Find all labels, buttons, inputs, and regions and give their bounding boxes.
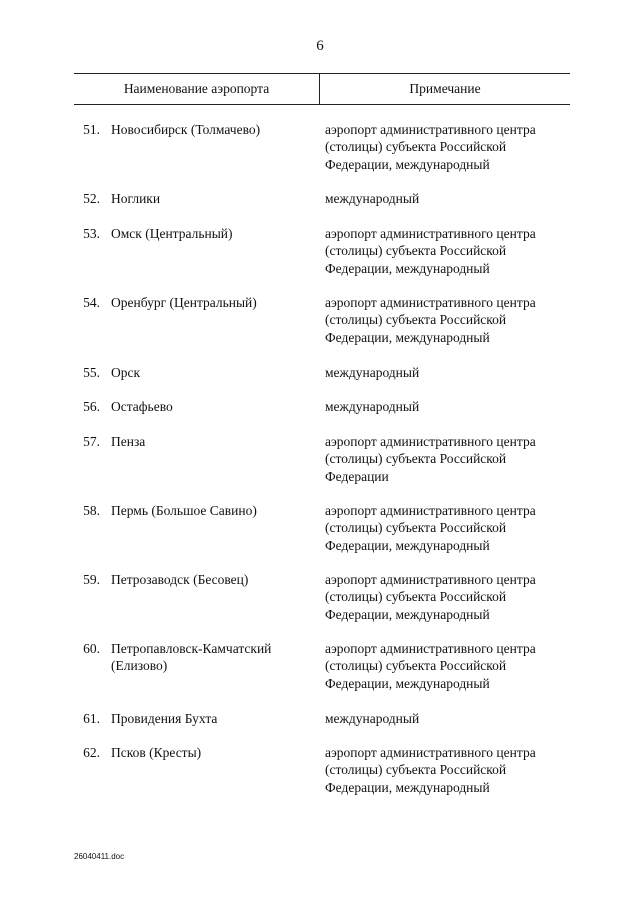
airport-note: аэропорт административного центра (столицы) субъекта Российской Федерации, международный bbox=[325, 745, 536, 795]
airport-note: аэропорт административного центра (столицы) субъекта Российской Федерации, международный bbox=[325, 295, 536, 345]
airport-note: международный bbox=[325, 191, 420, 206]
row-number: 57. bbox=[83, 434, 100, 449]
airport-name: Петропавловск-Камчатский (Елизово) bbox=[111, 641, 272, 674]
page-number: 6 bbox=[316, 38, 324, 54]
row-number: 58. bbox=[83, 503, 100, 518]
airport-note: аэропорт административного центра (столицы) субъекта Российской Федерации, международный bbox=[325, 226, 536, 276]
document-filename: 26040411.doc bbox=[74, 852, 125, 861]
airport-note: аэропорт административного центра (столицы) субъекта Российской Федерации, международный bbox=[325, 641, 536, 691]
row-number: 55. bbox=[83, 365, 100, 380]
airport-name: Псков (Кресты) bbox=[111, 745, 202, 760]
row-number: 61. bbox=[83, 711, 100, 726]
airport-note: аэропорт административного центра (столицы) субъекта Российской Федерации, международный bbox=[325, 122, 536, 172]
column-header-note: Примечание bbox=[409, 81, 481, 96]
airport-name: Ноглики bbox=[111, 191, 161, 206]
airport-note: международный bbox=[325, 711, 420, 726]
airport-name: Пермь (Большое Савино) bbox=[111, 503, 257, 518]
row-number: 56. bbox=[83, 399, 100, 414]
airport-name: Остафьево bbox=[111, 399, 173, 414]
row-number: 54. bbox=[83, 295, 100, 310]
airport-name: Орск bbox=[111, 365, 141, 380]
row-number: 51. bbox=[83, 122, 100, 137]
airport-name: Провидения Бухта bbox=[111, 711, 218, 726]
airport-name: Пенза bbox=[111, 434, 146, 449]
airport-name: Новосибирск (Толмачево) bbox=[111, 122, 261, 137]
table-header bbox=[74, 73, 570, 105]
row-number: 53. bbox=[83, 226, 100, 241]
column-header-airport-name: Наименование аэропорта bbox=[123, 81, 270, 96]
airport-note: аэропорт административного центра (столицы) субъекта Российской Федерации, международный bbox=[325, 503, 536, 553]
row-number: 60. bbox=[83, 641, 100, 656]
airport-note: аэропорт административного центра (столицы) субъекта Российской Федерации bbox=[325, 434, 536, 484]
airport-name: Омск (Центральный) bbox=[111, 226, 233, 241]
airport-note: международный bbox=[325, 365, 420, 380]
airport-name: Петрозаводск (Бесовец) bbox=[111, 572, 249, 587]
row-number: 52. bbox=[83, 191, 100, 206]
airport-note: международный bbox=[325, 399, 420, 414]
airport-name: Оренбург (Центральный) bbox=[111, 295, 257, 310]
row-number: 62. bbox=[83, 745, 100, 760]
row-number: 59. bbox=[83, 572, 100, 587]
airport-note: аэропорт административного центра (столицы) субъекта Российской Федерации, международный bbox=[325, 572, 536, 622]
